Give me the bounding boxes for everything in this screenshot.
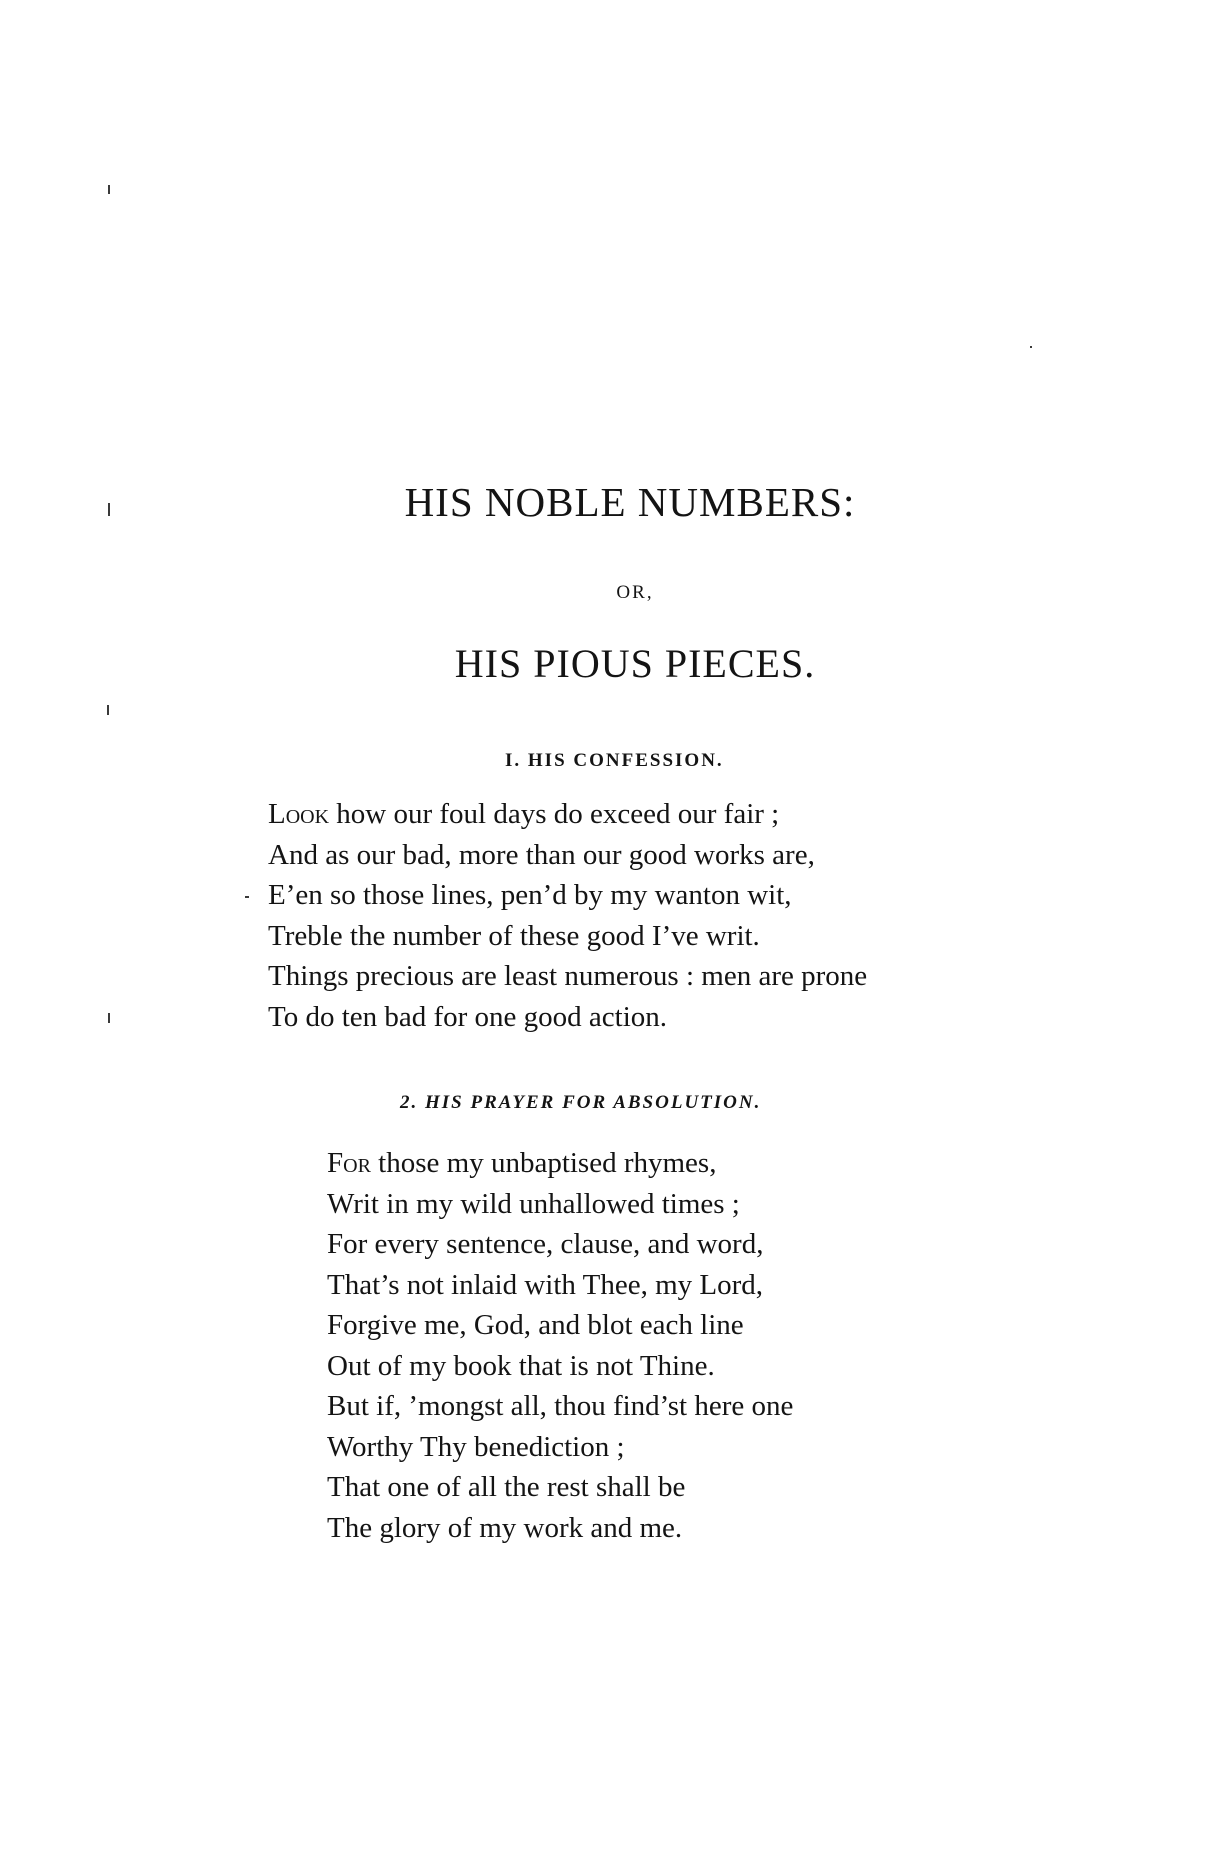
poem-line: That’s not inlaid with Thee, my Lord, bbox=[327, 1268, 764, 1301]
margin-speck bbox=[1030, 346, 1032, 348]
poem-line: Forgive me, God, and blot each line bbox=[327, 1309, 744, 1341]
margin-speck bbox=[245, 896, 249, 898]
margin-speck bbox=[108, 185, 110, 194]
poem-line: But if, ’mongst all, thou find’st here one bbox=[327, 1390, 794, 1422]
page-subtitle: HIS PIOUS PIECES. bbox=[454, 641, 816, 686]
poem-heading-confession: I. HIS CONFESSION. bbox=[505, 750, 724, 771]
poem-line: Treble the number of these good I’ve writ. bbox=[268, 919, 760, 952]
poem-line: Writ in my wild unhallowed times ; bbox=[327, 1187, 740, 1220]
poem-line: The glory of my work and me. bbox=[327, 1511, 683, 1544]
poem-line: For those my unbaptised rhymes, bbox=[327, 1147, 717, 1179]
poem-line: Out of my book that is not Thine. bbox=[327, 1349, 715, 1382]
poem-line: Worthy Thy benediction ; bbox=[327, 1430, 625, 1463]
poem-line: To do ten bad for one good action. bbox=[268, 1000, 668, 1033]
poem-line: Things precious are least numerous : men are prone bbox=[268, 960, 868, 992]
margin-speck bbox=[107, 705, 109, 715]
poem-line: E’en so those lines, pen’d by my wanton wit, bbox=[268, 879, 792, 911]
poem-heading-absolution: 2. HIS PRAYER FOR ABSOLUTION. bbox=[400, 1092, 762, 1113]
poem-line: That one of all the rest shall be bbox=[327, 1471, 686, 1503]
poem-confession bbox=[268, 794, 867, 1037]
title-connector: OR, bbox=[616, 582, 654, 603]
margin-speck bbox=[108, 1013, 110, 1023]
poem-line: For every sentence, clause, and word, bbox=[327, 1228, 764, 1260]
poem-line: And as our bad, more than our good works are, bbox=[268, 838, 815, 871]
poem-absolution bbox=[327, 1143, 793, 1548]
page-title: HIS NOBLE NUMBERS: bbox=[404, 479, 856, 525]
poem-line: Look how our foul days do exceed our fair ; bbox=[268, 798, 780, 830]
poem-initial-word: Look bbox=[268, 798, 330, 830]
poem-initial-word: For bbox=[327, 1147, 371, 1179]
